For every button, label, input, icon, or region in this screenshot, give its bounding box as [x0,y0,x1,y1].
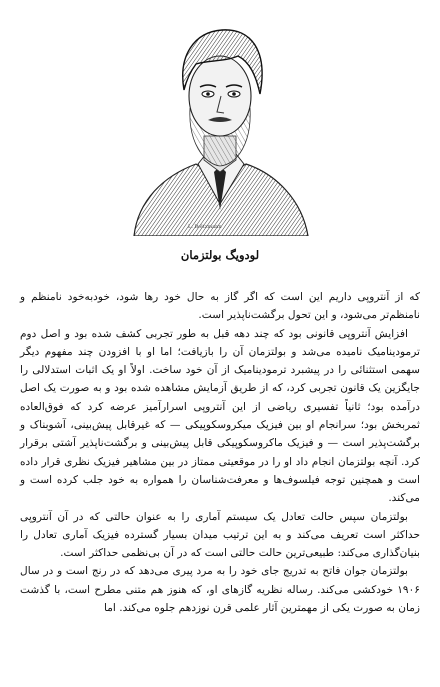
face [189,56,251,136]
body-text [20,288,420,617]
portrait-caption: لودویگ بولتزمان [180,248,260,262]
paragraph: افزایش آنتروپی قانونی بود که چند دهه قبل به طور تجربی کشف شده بود و اصل دوم ترمودینامیک نامیده می‌شد و بولتزمان آن را بازیافت؛ اما او با افزودن چند مفهوم دیگر سهمی استثنائی را در پیشبرد ترمودینامیک از آن خود ساخت. اولاً او یک اثبات استدلالی را جایگزین یک قانون تجربی کرد، که از طریق آزمایش مشاهده شده بود و به صورت یک اصل درآمده بود؛ ثانیاً تفسیری ریاضی از این آنتروپی اسرارآمیز عرضه کرد که فوق‌العاده ثمربخش بود؛ سرانجام او بین فیزیک میکروسکوپیکی — که غیرقابل پیش‌بینی، آشوبناک و برگشت‌پذیر است — و فیزیک ماکروسکوپیکی قابل پیش‌بینی و برگشت‌ناپذیر آشتی برقرار کرد. آنچه بولتزمان انجام داد او را در موقعیتی ممتاز در بین مشاهیر فیزیک نظری قرار داده است و همچنین توجه فیلسوف‌ها و معرفت‌شناسان را همواره به خود جلب کرده است و می‌کند. [20,327,420,505]
portrait-signature: L. Boltzmann [188,224,222,230]
paragraph: که از آنتروپی داریم این است که اگر گاز به حال خود رها شود، خودبه‌خود نامنظم و نامنظم‌تر می‌شود، و این تحول برگشت‌ناپذیر است. [20,291,420,322]
paragraph: بولتزمان جوان فاتح به تدریج جای خود را به مرد پیری می‌دهد که در رنج است و در سال ۱۹۰۶ خودکشی می‌کند. رساله نظریه گازهای او، که هنوز هم متنی مطرح است، با گذشت زمان به صورت یکی از مهمترین آثار علمی قرن نوزدهم جلوه می‌کند. اما [20,565,420,615]
paragraph: بولتزمان سپس حالت تعادل یک سیستم آماری را به عنوان حالتی که در آن آنتروپی حداکثر است تعریف می‌کند و به این ترتیب میدان بسیار گسترده فیزیک آماری تعادل را بنیان‌گذاری می‌کند: طبیعی‌ترین حالت حالتی است که در آن بی‌نظمی حداکثر است. [20,510,420,560]
portrait-illustration [124,4,314,236]
